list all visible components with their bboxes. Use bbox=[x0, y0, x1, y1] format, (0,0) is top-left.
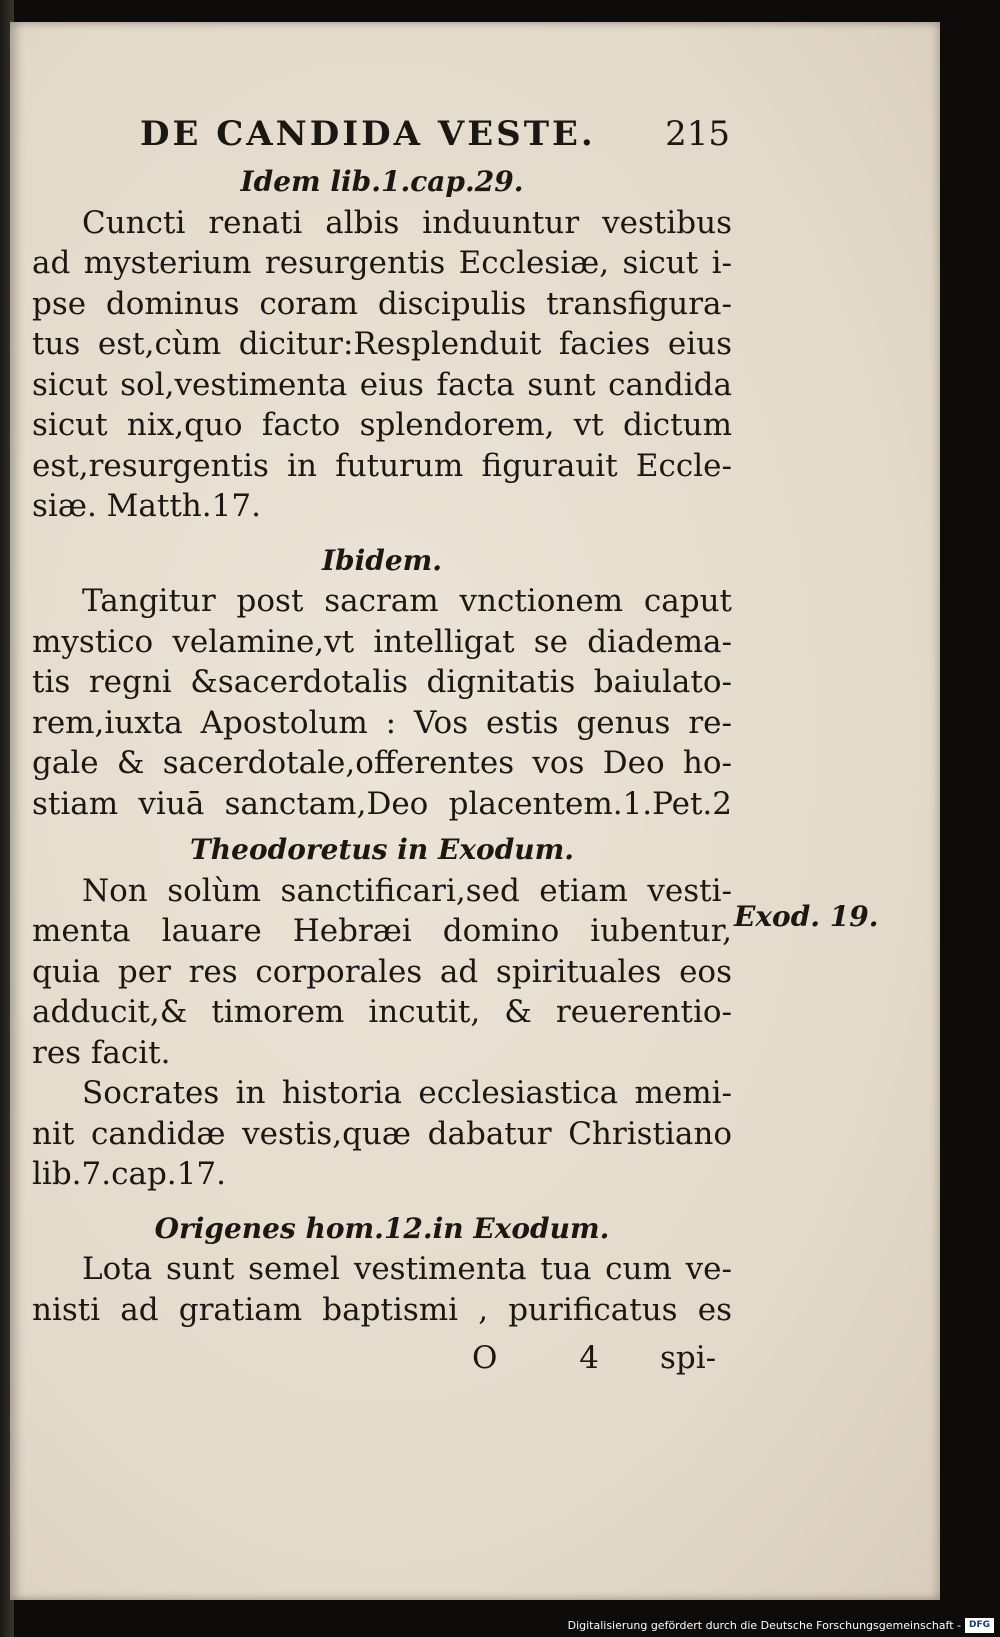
text-line: siæ. Matth.17. bbox=[32, 488, 261, 524]
text-line: sicut nix,quo facto splendorem, vt dictum bbox=[32, 407, 732, 443]
book-page bbox=[10, 22, 940, 1600]
text-line: Cuncti renati albis induuntur vestibus bbox=[82, 204, 732, 241]
text-line: lib.7.cap.17. bbox=[32, 1156, 226, 1192]
text-line: adducit,& timorem incutit, & reuerentio- bbox=[32, 994, 732, 1030]
section-heading: Idem lib.1.cap.29. bbox=[240, 165, 524, 198]
section-heading: Theodoretus in Exodum. bbox=[189, 833, 575, 866]
dfg-logo: DFG bbox=[965, 1618, 994, 1633]
catchword: spi- bbox=[660, 1340, 717, 1376]
section-heading: Origenes hom.12.in Exodum. bbox=[154, 1211, 610, 1245]
signature-mark: O 4 bbox=[472, 1340, 635, 1376]
text-line: tus est,cùm dicitur:Resplenduit facies eius bbox=[32, 326, 732, 362]
text-line: res facit. bbox=[32, 1034, 171, 1071]
digitization-credit bbox=[568, 1616, 994, 1634]
text-line: Socrates in historia ecclesiastica memi- bbox=[82, 1075, 732, 1111]
text-line: mystico velamine,vt intelligat se diadema- bbox=[32, 623, 732, 660]
text-line: nit candidæ vestis,quæ dabatur Christiano bbox=[32, 1115, 732, 1152]
page-number: 215 bbox=[665, 114, 730, 154]
text-line: Tangitur post sacram vnctionem caput bbox=[82, 583, 732, 619]
running-head bbox=[140, 114, 730, 154]
text-line: stiam viuā sanctam,Deo placentem.1.Pet.2 bbox=[32, 785, 732, 822]
text-line: ad mysterium resurgentis Ecclesiæ, sicut i- bbox=[32, 245, 732, 281]
text-line: quia per res corporales ad spirituales eos bbox=[32, 953, 732, 990]
text-line: sicut sol,vestimenta eius facta sunt candida bbox=[32, 366, 732, 403]
text-line: pse dominus coram discipulis transfigura- bbox=[32, 285, 732, 322]
section-heading: Ibidem. bbox=[321, 543, 443, 577]
text-line: est,resurgentis in futurum figurauit Eccle- bbox=[32, 447, 732, 484]
text-line: rem,iuxta Apostolum : Vos estis genus re- bbox=[32, 704, 732, 741]
page-footer-line bbox=[32, 1340, 732, 1380]
text-line: tis regni &sacerdotalis dignitatis baiulato- bbox=[32, 664, 732, 700]
text-line: Non solùm sanctificari,sed etiam vesti- bbox=[82, 872, 732, 909]
text-line: nisti ad gratiam baptismi , purificatus es bbox=[32, 1291, 732, 1328]
marginal-note: Exod. 19. bbox=[734, 900, 879, 933]
text-line: gale & sacerdotale,offerentes vos Deo ho- bbox=[32, 745, 732, 781]
main-text bbox=[32, 162, 732, 1330]
text-line: Lota sunt semel vestimenta tua cum ve- bbox=[82, 1251, 732, 1287]
credit-text: Digitalisierung gefördert durch die Deutsche Forschungsgemeinschaft - bbox=[567, 1618, 961, 1632]
text-line: menta lauare Hebræi domino iubentur, bbox=[32, 913, 732, 949]
running-head-title: DE CANDIDA VESTE. bbox=[140, 114, 596, 154]
